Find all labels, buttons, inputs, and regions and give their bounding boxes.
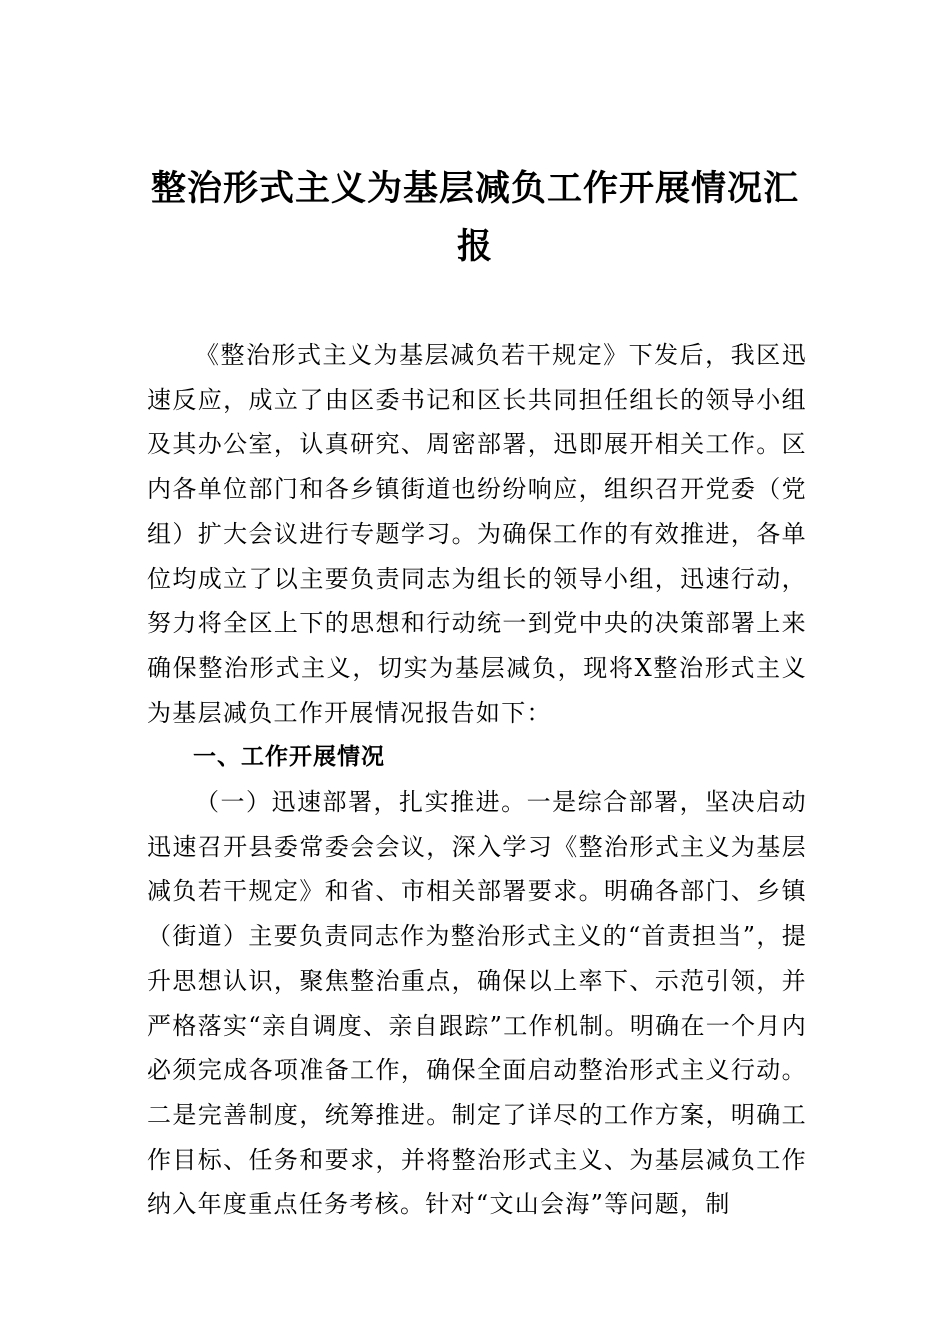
subsection-paragraph (147, 780, 807, 1227)
document-title: 整治形式主义为基层减负工作开展情况汇报 (150, 168, 799, 267)
section-heading: 一、工作开展情况 (193, 744, 385, 771)
intro-paragraph: 《整治形式主义为基层减负若干规定》下发后，我区迅速反应，成立了由区委书记和区长共同担任组长的领导小组及其办公室，认真研究、周密部署，迅即展开相关工作。区内各单位部门和各乡镇街道也纷纷响应，组织召开党委（党组）扩大会议进行专题学习。为确保工作的有效推进，各单位均成立了以主要负责同志为组长的领导小组，迅速行动，努力将全区上下的思想和行动统一到党中央的决策部署上来确保整治形式主义，切实为基层减负，现将X整治形式主义为基层减负工作开展情况报告如下： (147, 341, 807, 727)
subsection-lead: （一）迅速部署，扎实推进。 (195, 788, 527, 817)
document-body (147, 333, 807, 1227)
subsection-body: 一是综合部署，坚决启动迅速召开县委常委会会议，深入学习《整治形式主义为基层减负若干规定》和省、市相关部署要求。明确各部门、乡镇（街道）主要负责同志作为整治形式主义的“首责担当”，提升思想认识，聚焦整治重点，确保以上率下、示范引领，并严格落实“亲自调度、亲自跟踪”工作机制。明确在一个月内必须完成各项准备工作，确保全面启动整治形式主义行动。二是完善制度，统筹推进。制定了详尽的工作方案，明确工作目标、任务和要求，并将整治形式主义、为基层减负工作纳入年度重点任务考核。针对“文山会海”等问题，制 (147, 788, 807, 1219)
